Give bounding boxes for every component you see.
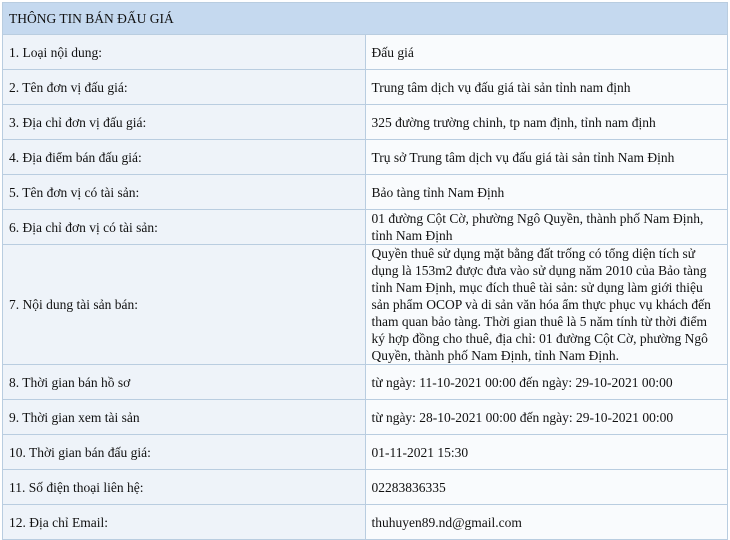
- table-row: [3, 210, 728, 245]
- row-label-asset-owner-name: 5. Tên đơn vị có tài sản:: [3, 175, 366, 210]
- row-label-auction-time: 10. Thời gian bán đấu giá:: [3, 435, 366, 470]
- table-row: [3, 140, 728, 175]
- row-value-auction-location: Trụ sở Trung tâm dịch vụ đấu giá tài sản tỉnh Nam Định: [365, 140, 728, 175]
- row-label-email: 12. Địa chỉ Email:: [3, 505, 366, 540]
- row-label-auction-location: 4. Địa điểm bán đấu giá:: [3, 140, 366, 175]
- row-value-asset-owner-address: 01 đường Cột Cờ, phường Ngô Quyền, thành phố Nam Định, tỉnh Nam Định: [365, 210, 728, 245]
- row-value-auction-org-name: Trung tâm dịch vụ đấu giá tài sản tỉnh nam định: [365, 70, 728, 105]
- table-row: [3, 35, 728, 70]
- table-row: [3, 105, 728, 140]
- row-value-document-sale-period: từ ngày: 11-10-2021 00:00 đến ngày: 29-10-2021 00:00: [365, 365, 728, 400]
- row-label-asset-description: 7. Nội dung tài sản bán:: [3, 245, 366, 365]
- row-label-asset-owner-address: 6. Địa chỉ đơn vị có tài sản:: [3, 210, 366, 245]
- auction-info-table: [2, 2, 728, 540]
- row-label-auction-org-address: 3. Địa chỉ đơn vị đấu giá:: [3, 105, 366, 140]
- row-value-asset-description: Quyền thuê sử dụng mặt bằng đất trống có tổng diện tích sử dụng là 153m2 được đưa vào sử dụng năm 2010 của Bảo tàng tỉnh Nam Định, mục đích thuê tài sản: sử dụng làm giới thiệu sản phẩm OCOP và di sản văn hóa ẩm thực phục vụ khách đến tham quan bảo tàng. Thời gian thuê là 5 năm tính từ thời điểm ký hợp đồng cho thuê, địa chỉ: 01 đường Cột Cờ, phường Ngô Quyền, thành phố Nam Định, tỉnh Nam Định.: [365, 245, 728, 365]
- table-row: [3, 400, 728, 435]
- row-label-auction-org-name: 2. Tên đơn vị đấu giá:: [3, 70, 366, 105]
- row-value-content-type: Đấu giá: [365, 35, 728, 70]
- row-value-asset-owner-name: Bảo tàng tỉnh Nam Định: [365, 175, 728, 210]
- table-row: [3, 470, 728, 505]
- row-value-asset-viewing-period: từ ngày: 28-10-2021 00:00 đến ngày: 29-10-2021 00:00: [365, 400, 728, 435]
- row-value-auction-org-address: 325 đường trường chinh, tp nam định, tỉnh nam định: [365, 105, 728, 140]
- table-row: [3, 365, 728, 400]
- row-value-auction-time: 01-11-2021 15:30: [365, 435, 728, 470]
- table-row: [3, 175, 728, 210]
- row-label-asset-viewing-period: 9. Thời gian xem tài sản: [3, 400, 366, 435]
- table-header-row: [3, 3, 728, 35]
- table-row: [3, 505, 728, 540]
- table-title: THÔNG TIN BÁN ĐẤU GIÁ: [3, 3, 728, 35]
- row-label-contact-phone: 11. Số điện thoại liên hệ:: [3, 470, 366, 505]
- row-label-document-sale-period: 8. Thời gian bán hồ sơ: [3, 365, 366, 400]
- row-value-email: thuhuyen89.nd@gmail.com: [365, 505, 728, 540]
- table-row: [3, 70, 728, 105]
- row-label-content-type: 1. Loại nội dung:: [3, 35, 366, 70]
- table-row: [3, 245, 728, 365]
- table-row: [3, 435, 728, 470]
- row-value-contact-phone: 02283836335: [365, 470, 728, 505]
- auction-info-panel: [2, 2, 728, 540]
